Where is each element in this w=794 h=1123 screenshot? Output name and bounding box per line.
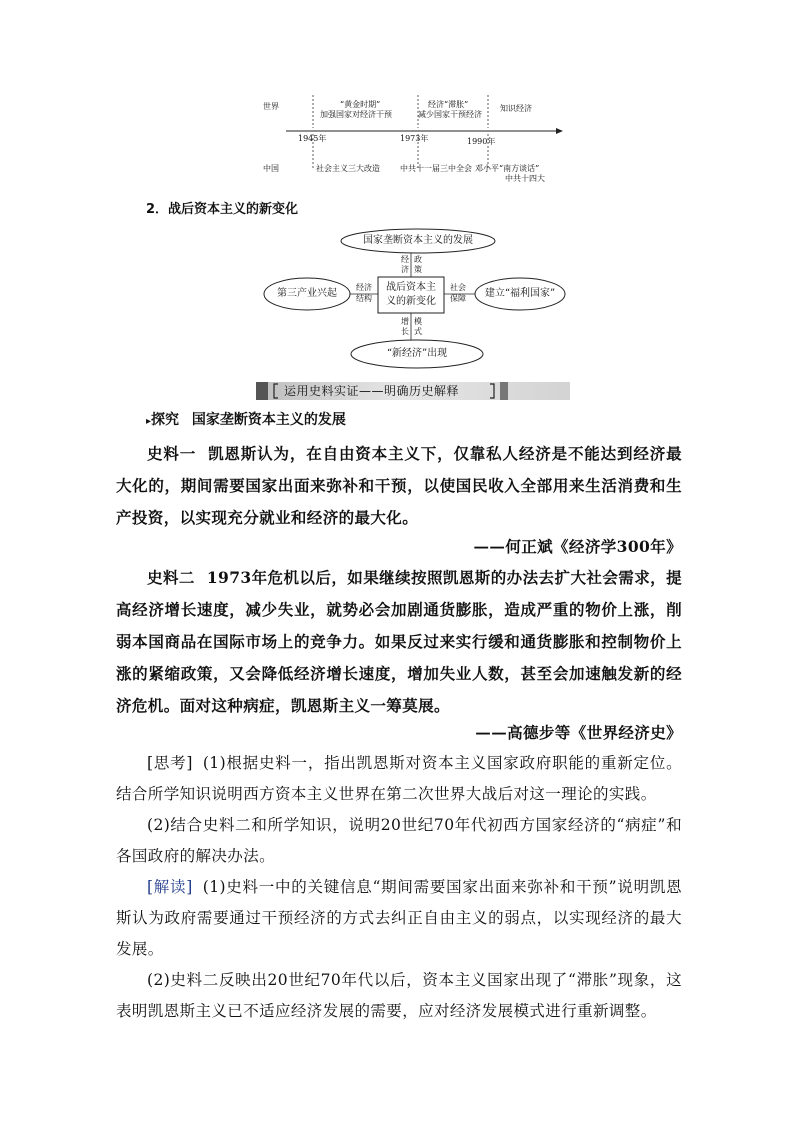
diagram-label-policy: 政策: [414, 255, 422, 274]
think-tag: [思考]: [147, 754, 193, 772]
diagram-label-mode: 模式: [414, 317, 422, 336]
think-question-1-text: (1)根据史料一，指出凯恩斯对资本主义国家政府职能的重新定位。结合所学知识说明西方资本主义世界在第二次世界大战后对这一理论的实践。: [116, 754, 682, 803]
source-one-citation: ——何正斌《经济学300年》: [473, 537, 682, 556]
explore-heading: [146, 410, 346, 432]
source-two-paragraph: [116, 562, 682, 722]
diagram-label-structure: 结构: [356, 294, 372, 303]
answer-1-text: (1)史料一中的关键信息“期间需要国家出面来弥补和干预”说明凯恩斯认为政府需要通过干预经济的方式去纠正自由主义的弱点，以实现经济的最大发展。: [116, 878, 682, 958]
timeline-axis: [0, 0, 794, 200]
section-banner: [256, 382, 570, 400]
world-event-knowledge-economy: 知识经济: [500, 104, 532, 113]
answer-tag: [解读]: [147, 878, 193, 896]
diagram-top-oval: 国家垄断资本主义的发展: [363, 235, 473, 246]
diagram-label-security: 保障: [450, 294, 466, 303]
year-1973: 1973年: [400, 134, 429, 143]
answer-1: [116, 872, 682, 965]
china-event-14th-congress: 中共十四大: [505, 174, 545, 183]
timeline-row-china: 中国: [263, 164, 279, 173]
diagram-right-oval: 建立“福利国家”: [484, 288, 556, 299]
source-two-text: 1973年危机以后，如果继续按照凯恩斯的办法去扩大社会需求，提高经济增长速度，减少失业，就势必会加剧通货膨胀，造成严重的物价上涨，削弱本国商品在国际市场上的竞争力。如果反过来实行缓和通货膨胀和控制物价上涨的紧缩政策，又会降低经济增长速度，增加失业人数，甚至会加速触发新的经济危机。面对这种病症，凯恩斯主义一筹莫展。: [116, 568, 682, 715]
diagram-bottom-oval: “新经济”出现: [386, 348, 448, 359]
explore-title: 国家垄断资本主义的发展: [191, 412, 346, 428]
world-event-golden-age-detail: 加强国家对经济干预: [320, 110, 392, 119]
diagram-label-economy: 经济: [401, 255, 409, 274]
diagram-label-social: 社会: [450, 283, 466, 292]
china-event-socialist-transformation: 社会主义三大改造: [316, 164, 380, 173]
diagram-center-line2: 义的新变化: [386, 296, 436, 307]
world-event-golden-age: “黄金时期”: [340, 100, 381, 109]
source-one-text: 凯恩斯认为，在自由资本主义下，仅靠私人经济是不能达到经济最大化的，期间需要国家出面来弥补和干预，以使国民收入全部用来生活消费和生产投资，以实现充分就业和经济的最大化。: [116, 444, 682, 527]
source-one-paragraph: [116, 438, 682, 534]
source-one-label: 史料一: [147, 444, 197, 463]
china-event-southern-tour: 邓小平“南方谈话”: [475, 164, 540, 173]
china-event-third-plenum: 中共十一届三中全会: [400, 164, 472, 173]
diagram-label-economic: 经济: [356, 283, 372, 292]
section-2-title: 2．战后资本主义的新变化: [146, 202, 299, 217]
world-event-stagflation: 经济“滞胀”: [428, 100, 469, 109]
triangle-marker-icon: ▸: [146, 416, 152, 427]
banner-text: 运用史料实证——明确历史解释: [284, 384, 460, 398]
timeline-row-world: 世界: [263, 102, 279, 111]
diagram-left-oval: 第三产业兴起: [277, 288, 337, 299]
answer-2: (2)史料二反映出20世纪70年代以后，资本主义国家出现了“滞胀”现象，这表明凯恩斯主义已不适应经济发展的需要，应对经济发展模式进行重新调整。: [116, 971, 682, 1020]
source-two-citation: ——高德步等《世界经济史》: [475, 723, 682, 742]
world-event-stagflation-detail: 减少国家干预经济: [418, 110, 482, 119]
think-question-1: [116, 748, 682, 810]
think-question-2: (2)结合史料二和所学知识，说明20世纪70年代初西方国家经济的“病症”和各国政府的解决办法。: [116, 816, 682, 865]
year-1945: 1945年: [298, 134, 327, 143]
source-two-label: 史料二: [147, 568, 195, 587]
diagram-label-growth: 增长: [401, 317, 409, 336]
explore-label: 探究: [151, 412, 180, 428]
diagram-center-line1: 战后资本主: [386, 282, 436, 293]
year-1990: 1990年: [467, 137, 496, 146]
